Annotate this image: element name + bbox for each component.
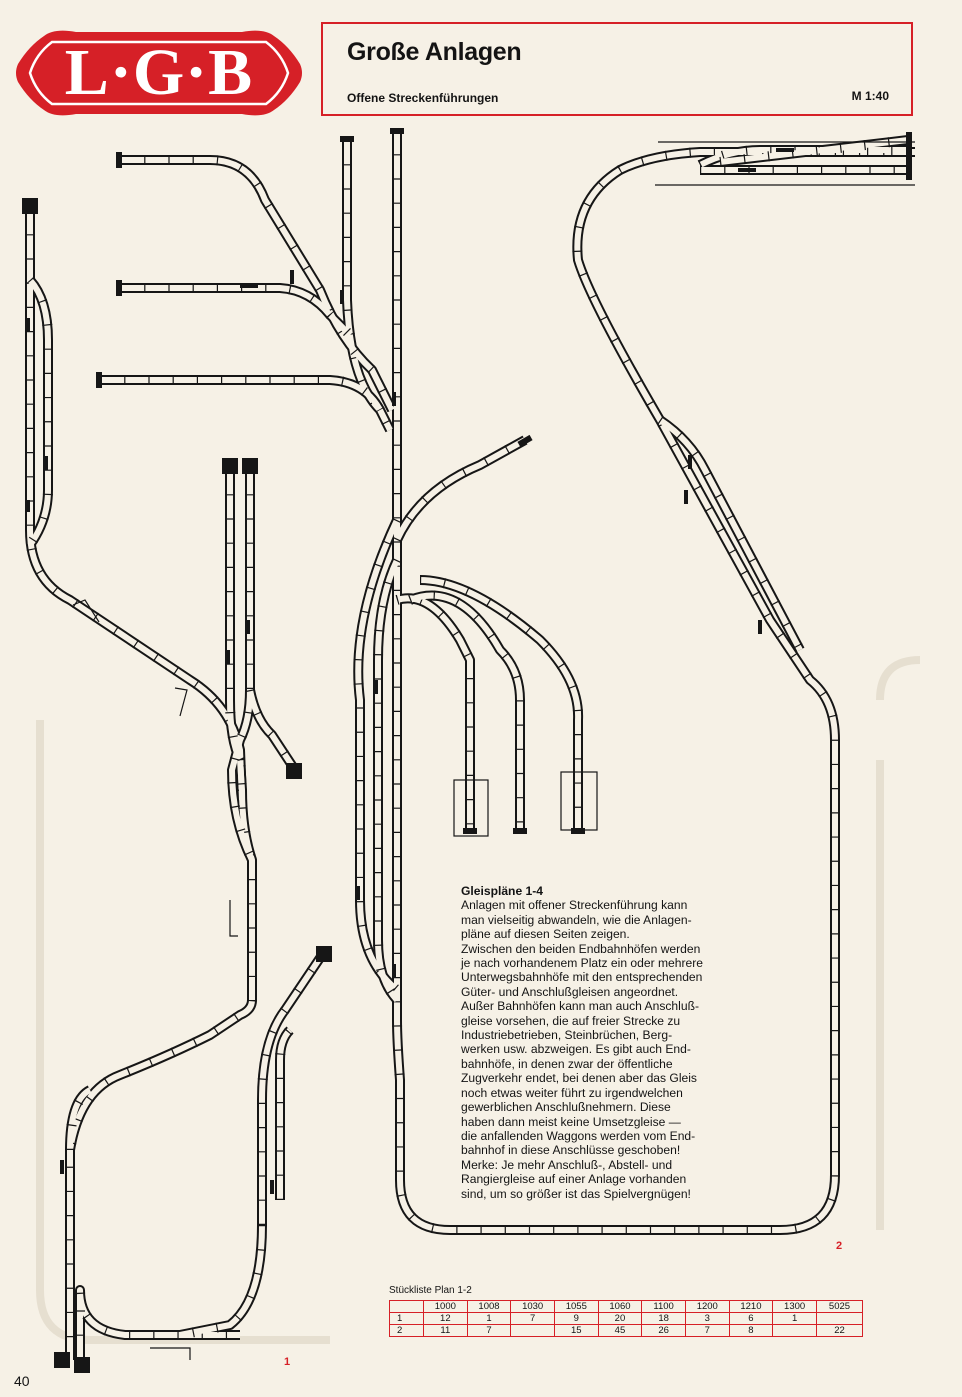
table-cell: 45 [598,1325,642,1337]
column-header: 1200 [685,1301,729,1313]
scale-label: M 1:40 [851,89,889,103]
parts-list-table [389,1300,863,1337]
page-number: 40 [14,1373,30,1389]
track-sleepers [70,470,252,1360]
table-cell: 8 [729,1325,773,1337]
track-gauge [70,470,252,1360]
column-header: 1000 [424,1301,468,1313]
track-rail [397,440,525,540]
table-cell: 22 [817,1325,863,1337]
column-header: 1008 [467,1301,511,1313]
track-gauge [397,598,470,830]
table-header-row [390,1301,863,1313]
table-cell: 18 [642,1313,686,1325]
table-row [390,1313,863,1325]
page-title: Große Anlagen [347,38,522,66]
track-sleepers [180,1225,262,1335]
description-line: noch etwas weiter führt zu irgendwelchen [461,1085,683,1100]
track-rail [120,288,350,335]
table-cell: 7 [685,1325,729,1337]
track-rail [30,210,242,800]
track-gauge [180,1225,262,1335]
description-line: Außer Bahnhöfen kann man auch Anschluß- [461,999,699,1014]
row-plan-number: 1 [390,1313,424,1325]
table-row [390,1325,863,1337]
description-line: die anfallenden Waggons werden vom End- [461,1128,696,1143]
table-cell: 9 [554,1313,598,1325]
description-line: gewerblichen Anschlußnehmern. Diese [461,1100,671,1115]
logo-lettering: L·G·B [64,36,254,109]
plan-2-label: 2 [836,1240,843,1252]
description-line: pläne auf diesen Seiten zeigen. [461,927,630,942]
description-body [461,898,763,1201]
table-cell [817,1313,863,1325]
column-header [390,1301,424,1313]
column-header: 1060 [598,1301,642,1313]
description-line: Zugverkehr endet, bei denen aber das Gleis [461,1071,697,1086]
description-line: Rangiergleise auf einer Anlage vorhanden [461,1172,687,1187]
table-cell: 12 [424,1313,468,1325]
description-line: Industriebetrieben, Steinbrüchen, Berg- [461,1028,673,1043]
column-header: 1210 [729,1301,773,1313]
description-line: je nach vorhandenem Platz ein oder mehrere [461,956,704,971]
table-cell: 26 [642,1325,686,1337]
title-box [321,22,913,116]
description-line: Unterwegsbahnhöfe mit den entsprechenden [461,970,703,985]
column-header: 1100 [642,1301,686,1313]
table-cell: 6 [729,1313,773,1325]
table-cell: 1 [467,1313,511,1325]
plan-1-label: 1 [284,1356,291,1368]
track-rail [70,470,252,1360]
description-line: Güter- und Anschlußgleisen angeordnet. [461,984,679,999]
parts-list-title: Stückliste Plan 1-2 [389,1285,472,1296]
table-cell [773,1325,817,1337]
description-heading: Gleispläne 1-4 [461,884,544,898]
track-sleepers [30,210,242,800]
description-line: Anlagen mit offener Streckenführung kann [461,898,688,913]
description-line: sind, um so größer ist das Spielvergnügen! [461,1186,691,1201]
description-block [461,884,763,1201]
lgb-logo [14,24,304,122]
row-plan-number: 2 [390,1325,424,1337]
table-cell: 3 [685,1313,729,1325]
table-cell: 7 [511,1313,555,1325]
description-line: Zwischen den beiden Endbahnhöfen werden [461,941,701,956]
table-cell: 20 [598,1313,642,1325]
column-header: 1030 [511,1301,555,1313]
column-header: 5025 [817,1301,863,1313]
description-line: haben dann meist keine Umsetzgleise — [461,1114,681,1129]
track-rail [180,1225,262,1335]
description-line: man vielseitig abwandeln, wie die Anlagen- [461,912,692,927]
description-line: bahnhöfe, in denen zwar der öffentliche [461,1056,673,1071]
page-subtitle: Offene Streckenführungen [347,91,499,105]
column-header: 1055 [554,1301,598,1313]
table-cell: 1 [773,1313,817,1325]
description-line: gleise vorsehen, die auf freier Strecke zu [461,1013,681,1028]
track-rail [100,380,380,410]
table-cell: 11 [424,1325,468,1337]
table-cell [511,1325,555,1337]
column-header: 1300 [773,1301,817,1313]
description-line: bahnhof in diese Anschlüsse geschoben! [461,1143,681,1158]
description-line: werken usw. abzweigen. Es gibt auch End- [461,1042,691,1057]
table-cell: 7 [467,1325,511,1337]
description-line: Merke: Je mehr Anschluß-, Abstell- und [461,1157,673,1172]
track-gauge [30,210,242,800]
table-cell: 15 [554,1325,598,1337]
